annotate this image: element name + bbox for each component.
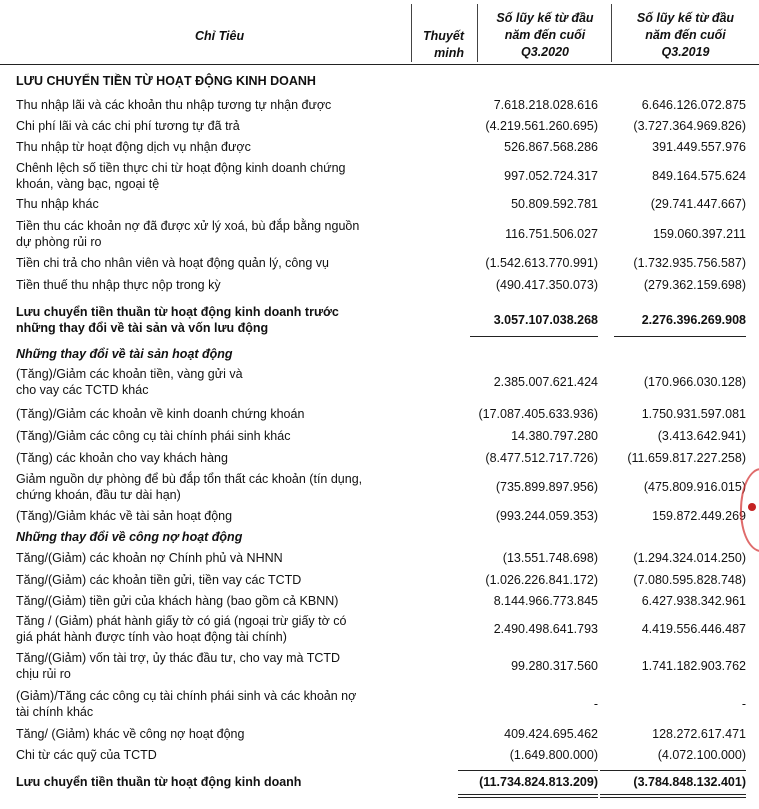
value-q3-2019: 159.872.449.269 [652, 509, 746, 523]
value-q3-2020: (13.551.748.698) [502, 551, 598, 565]
row-label-line: (Tăng) các khoản cho vay khách hàng [16, 451, 228, 465]
table-row [0, 196, 759, 212]
row-label [16, 613, 411, 645]
column-header-note-line2: minh [434, 46, 464, 60]
table-row [0, 277, 759, 293]
row-label [16, 726, 411, 742]
row-label [16, 428, 411, 444]
row-label-line: Giảm nguồn dự phòng để bù đắp tổn thất các khoản (tín dụng, [16, 472, 363, 486]
total-double-underline [458, 797, 598, 798]
row-label-line: Lưu chuyển tiền thuần từ hoạt động kinh doanh trước [16, 305, 339, 319]
table-row [0, 747, 759, 763]
total-double-underline [458, 794, 598, 795]
value-q3-2019: (279.362.159.698) [643, 278, 746, 292]
row-label-line: Tăng/(Giảm) tiền gửi của khách hàng (bao gồm cả KBNN) [16, 594, 339, 608]
value-q3-2020: 3.057.107.038.268 [493, 313, 598, 327]
row-label [16, 160, 411, 192]
row-label-line: khoán, vàng bạc, ngoại tệ [16, 177, 160, 191]
red-seal-mark [748, 503, 756, 511]
row-label-line: giá phát hành được tính vào hoạt động tài chính) [16, 630, 287, 644]
row-label-line: Tăng / (Giảm) phát hành giấy tờ có giá (ngoại trừ giấy tờ có [16, 614, 347, 628]
value-q3-2019: (1.294.324.014.250) [633, 551, 746, 565]
value-q3-2020: 2.490.498.641.793 [493, 622, 598, 636]
header-divider [477, 4, 478, 62]
total-double-underline [600, 794, 746, 795]
table-row [0, 346, 759, 362]
value-q3-2020: 99.280.317.560 [511, 659, 598, 673]
value-q3-2020: - [593, 697, 598, 711]
value-q3-2019: (3.727.364.969.826) [633, 119, 746, 133]
total-overline [600, 770, 746, 771]
row-label [16, 139, 411, 155]
value-q3-2020: (17.087.405.633.936) [478, 407, 598, 421]
column-header-2020-line3: Q3.2020 [521, 45, 569, 59]
value-q3-2019: (1.732.935.756.587) [633, 256, 746, 270]
column-header-2019-line1: Số lũy kế từ đầu [636, 11, 735, 25]
row-label-line: tài chính khác [16, 705, 94, 719]
value-q3-2020: 409.424.695.462 [504, 727, 598, 741]
column-header-note [414, 28, 464, 62]
row-label-line: Thu nhập từ hoạt động dịch vụ nhận được [16, 140, 251, 154]
row-label-line: Tăng/(Giảm) vốn tài trợ, ủy thác đầu tư, cho vay mà TCTD [16, 651, 341, 665]
table-row [0, 593, 759, 609]
row-label [16, 550, 411, 566]
value-q3-2019: (3.784.848.132.401) [633, 775, 746, 789]
row-label-line: dự phòng rủi ro [16, 235, 102, 249]
row-label-line: chịu rủi ro [16, 667, 71, 681]
row-label-line: Chi từ các quỹ của TCTD [16, 748, 157, 762]
value-q3-2019: (4.072.100.000) [657, 748, 746, 762]
value-q3-2019: (29.741.447.667) [650, 197, 746, 211]
row-label [16, 73, 411, 89]
table-row [0, 572, 759, 588]
table-row [0, 428, 759, 444]
row-label-line: (Tăng)/Giảm khác về tài sản hoạt động [16, 509, 233, 523]
row-label-line: (Tăng)/Giảm các khoản về kinh doanh chứng khoán [16, 407, 305, 421]
value-q3-2020: 997.052.724.317 [504, 169, 598, 183]
row-label [16, 572, 411, 588]
table-row [0, 471, 759, 503]
value-q3-2019: 159.060.397.211 [653, 227, 746, 241]
column-header-2020-line2: năm đến cuối [504, 28, 586, 42]
row-label-line: Tăng/(Giảm) các khoản nợ Chính phủ và NHNN [16, 551, 283, 565]
value-q3-2019: 6.646.126.072.875 [641, 98, 746, 112]
table-row [0, 529, 759, 545]
header-rule [0, 64, 759, 65]
value-q3-2019: (11.659.817.227.258) [627, 451, 746, 465]
value-q3-2020: (735.899.897.956) [495, 480, 598, 494]
table-row [0, 508, 759, 524]
value-q3-2020: (8.477.512.717.726) [485, 451, 598, 465]
row-label [16, 688, 411, 720]
value-q3-2020: (1.649.800.000) [509, 748, 598, 762]
value-q3-2019: 4.419.556.446.487 [641, 622, 746, 636]
value-q3-2020: (490.417.350.073) [495, 278, 598, 292]
table-row [0, 650, 759, 682]
value-q3-2019: 391.449.557.976 [652, 140, 746, 154]
column-header-2019-line3: Q3.2019 [661, 45, 710, 59]
row-label-line: những thay đổi về tài sản và vốn lưu động [16, 321, 269, 335]
value-q3-2020: 7.618.218.028.616 [493, 98, 598, 112]
row-label [16, 508, 411, 524]
value-q3-2019: (7.080.595.828.748) [633, 573, 746, 587]
value-q3-2019: 128.272.617.471 [652, 727, 746, 741]
row-label-line: cho vay các TCTD khác [16, 383, 149, 397]
value-q3-2019: (475.809.916.015) [643, 480, 746, 494]
value-q3-2020: (4.219.561.260.695) [485, 119, 598, 133]
row-label [16, 366, 411, 398]
table-row [0, 550, 759, 566]
subtotal-underline [470, 336, 598, 337]
value-q3-2020: 526.867.568.286 [504, 140, 598, 154]
table-row [0, 304, 759, 336]
row-label [16, 218, 411, 250]
row-label-line: Tiền thuế thu nhập thực nộp trong kỳ [16, 278, 221, 292]
table-row [0, 366, 759, 398]
value-q3-2020: (1.542.613.770.991) [485, 256, 598, 270]
row-label [16, 304, 411, 336]
total-overline [458, 770, 598, 771]
table-row [0, 73, 759, 89]
table-row [0, 688, 759, 720]
value-q3-2020: 14.380.797.280 [511, 429, 598, 443]
table-row [0, 160, 759, 192]
row-label-line: Lưu chuyển tiền thuần từ hoạt động kinh doanh [16, 775, 302, 789]
value-q3-2020: 116.751.506.027 [505, 227, 598, 241]
row-label-line: Những thay đổi về tài sản hoạt động [16, 347, 233, 361]
header-divider [611, 4, 612, 62]
column-header-note-line1: Thuyết [423, 29, 464, 43]
value-q3-2020: 2.385.007.621.424 [493, 375, 598, 389]
table-row [0, 726, 759, 742]
row-label-line: Chênh lệch số tiền thực chi từ hoạt động kinh doanh chứng [16, 161, 346, 175]
row-label [16, 97, 411, 113]
table-row [0, 613, 759, 645]
row-label [16, 747, 411, 763]
value-q3-2019: 6.427.938.342.961 [641, 594, 746, 608]
value-q3-2019: 1.741.182.903.762 [641, 659, 746, 673]
row-label-line: Thu nhập lãi và các khoản thu nhập tương tự nhận được [16, 98, 332, 112]
row-label [16, 471, 411, 503]
row-label [16, 529, 411, 545]
row-label [16, 406, 411, 422]
row-label-line: Chi phí lãi và các chi phí tương tự đã trả [16, 119, 240, 133]
table-row [0, 139, 759, 155]
value-q3-2019: - [741, 697, 746, 711]
value-q3-2020: (1.026.226.841.172) [485, 573, 598, 587]
value-q3-2020: 50.809.592.781 [511, 197, 598, 211]
row-label [16, 650, 411, 682]
row-label-line: (Tăng)/Giảm các khoản tiền, vàng gửi và [16, 367, 243, 381]
row-label-line: Tiền chi trả cho nhân viên và hoạt động quản lý, công vụ [16, 256, 329, 270]
value-q3-2020: 8.144.966.773.845 [493, 594, 598, 608]
table-row [0, 774, 759, 790]
row-label [16, 450, 411, 466]
row-label-line: Tăng/ (Giảm) khác về công nợ hoạt động [16, 727, 245, 741]
table-row [0, 450, 759, 466]
value-q3-2019: 1.750.931.597.081 [641, 407, 746, 421]
column-header-q3-2019 [612, 10, 759, 61]
column-header-2020-line1: Số lũy kế từ đầu [496, 11, 594, 25]
row-label [16, 196, 411, 212]
table-row [0, 218, 759, 250]
table-row [0, 97, 759, 113]
row-label [16, 593, 411, 609]
table-row [0, 406, 759, 422]
subtotal-underline [614, 336, 746, 337]
total-double-underline [600, 797, 746, 798]
column-header-2019-line2: năm đến cuối [645, 28, 726, 42]
value-q3-2019: (170.966.030.128) [643, 375, 746, 389]
table-row [0, 255, 759, 271]
row-label [16, 118, 411, 134]
column-header-q3-2020 [478, 10, 612, 61]
header-divider [411, 4, 412, 62]
row-label-line: chứng khoán, đầu tư dài hạn) [16, 488, 181, 502]
value-q3-2019: 2.276.396.269.908 [641, 313, 746, 327]
row-label [16, 346, 411, 362]
row-label-line: Thu nhập khác [16, 197, 99, 211]
row-label [16, 774, 411, 790]
column-header-label: Chỉ Tiêu [195, 29, 245, 43]
value-q3-2019: (3.413.642.941) [657, 429, 746, 443]
row-label [16, 277, 411, 293]
row-label-line: Tăng/(Giảm) các khoản tiền gửi, tiền vay các TCTD [16, 573, 302, 587]
row-label-line: Tiền thu các khoản nợ đã được xử lý xoá, bù đắp bằng nguồn [16, 219, 360, 233]
row-label-line: (Tăng)/Giảm các công cụ tài chính phái sinh khác [16, 429, 291, 443]
table-row [0, 118, 759, 134]
row-label [16, 255, 411, 271]
value-q3-2019: 849.164.575.624 [652, 169, 746, 183]
row-label-line: Những thay đổi về công nợ hoạt động [16, 530, 243, 544]
row-label-line: (Giảm)/Tăng các công cụ tài chính phái sinh và các khoản nợ [16, 689, 357, 703]
value-q3-2020: (993.244.059.353) [495, 509, 598, 523]
value-q3-2020: (11.734.824.813.209) [479, 775, 598, 789]
row-label-line: LƯU CHUYỂN TIỀN TỪ HOẠT ĐỘNG KINH DOANH [16, 74, 316, 88]
